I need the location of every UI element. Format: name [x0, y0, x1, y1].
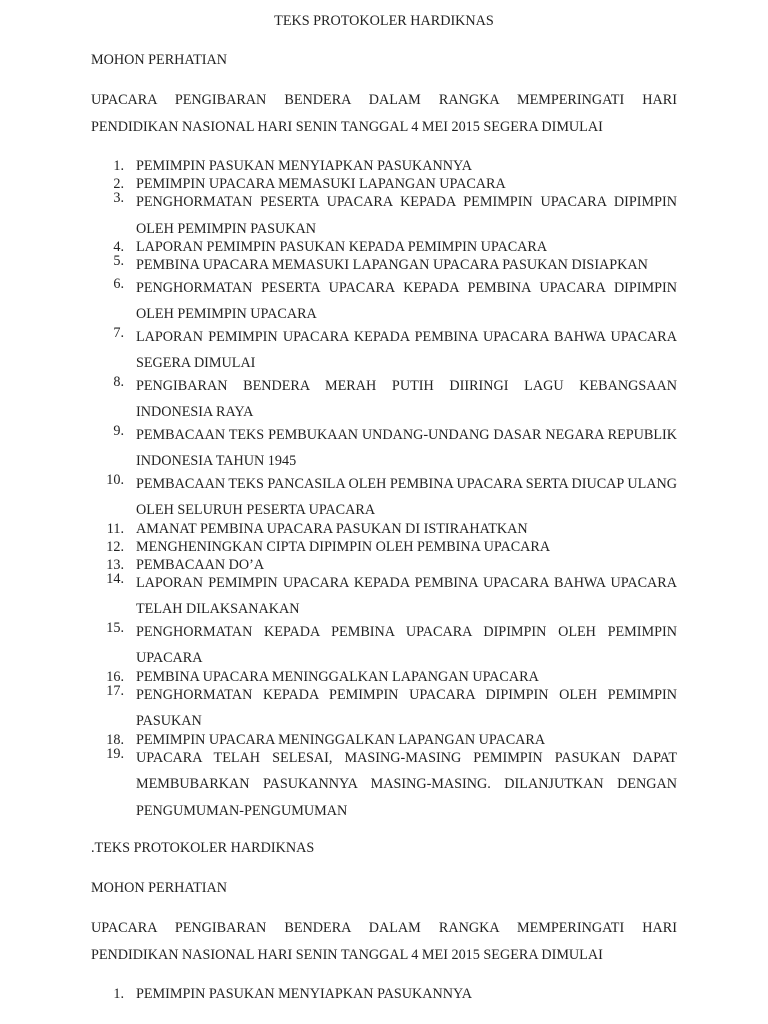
- list-item: 3. PENGHORMATAN PESERTA UPACARA KEPADA PEMIMPIN UPACARA DIPIMPIN OLEH PEMIMPIN PASUKAN: [113, 190, 677, 237]
- list-item: 13. PEMBACAAN DO’A: [106, 556, 265, 573]
- list-item: 16. PEMBINA UPACARA MENINGGALKAN LAPANGAN UPACARA: [106, 668, 539, 685]
- list-item: 1. PEMIMPIN PASUKAN MENYIAPKAN PASUKANNYA: [113, 986, 472, 1002]
- list-item: 9. PEMBACAAN TEKS PEMBUKAAN UNDANG-UNDANG DASAR NEGARA REPUBLIK INDONESIA TAHUN 1945: [113, 422, 677, 469]
- list-item: 11. AMANAT PEMBINA UPACARA PASUKAN DI ISTIRAHATKAN: [106, 520, 528, 537]
- list-item: 15. PENGHORMATAN KEPADA PEMBINA UPACARA DIPIMPIN OLEH PEMIMPIN UPACARA: [106, 619, 677, 666]
- attention-heading: MOHON PERHATIAN: [91, 52, 227, 68]
- list-item: 18. PEMIMPIN UPACARA MENINGGALKAN LAPANGAN UPACARA: [106, 731, 546, 748]
- list-item: 12. MENGHENINGKAN CIPTA DIPIMPIN OLEH PEMBINA UPACARA: [106, 538, 551, 555]
- intro-paragraph: UPACARA PENGIBARAN BENDERA DALAM RANGKA MEMPERINGATI HARI PENDIDIKAN NASIONAL HARI SENIN TANGGAL 4 MEI 2015 SEGERA DIMULAI: [91, 92, 677, 135]
- list-item: 8. PENGIBARAN BENDERA MERAH PUTIH DIIRINGI LAGU KEBANGSAAN INDONESIA RAYA: [113, 373, 677, 420]
- list-item: 10. PEMBACAAN TEKS PANCASILA OLEH PEMBINA UPACARA SERTA DIUCAP ULANG OLEH SELURUH PESERTA UPACARA: [106, 471, 677, 518]
- document-title: TEKS PROTOKOLER HARDIKNAS: [274, 13, 494, 29]
- list-item: 19. UPACARA TELAH SELESAI, MASING-MASING PEMIMPIN PASUKAN DAPAT MEMBUBARKAN PASUKANNYA MASING-MASING. DILANJUTKAN DENGAN PENGUMUMAN-PENGUMUMAN: [106, 745, 677, 819]
- list-item: 5. PEMBINA UPACARA MEMASUKI LAPANGAN UPACARA PASUKAN DISIAPKAN: [113, 253, 648, 273]
- list-item: 14. LAPORAN PEMIMPIN UPACARA KEPADA PEMBINA UPACARA BAHWA UPACARA TELAH DILAKSANAKAN: [106, 570, 677, 617]
- agenda-list-repeat: [91, 985, 677, 1003]
- attention-heading-repeat: MOHON PERHATIAN: [91, 880, 227, 896]
- agenda-list: [91, 157, 677, 820]
- list-item: 2. PEMIMPIN UPACARA MEMASUKI LAPANGAN UPACARA: [113, 176, 506, 192]
- list-item: 4. LAPORAN PEMIMPIN PASUKAN KEPADA PEMIMPIN UPACARA: [113, 239, 548, 255]
- intro-paragraph-repeat: UPACARA PENGIBARAN BENDERA DALAM RANGKA MEMPERINGATI HARI PENDIDIKAN NASIONAL HARI SENIN TANGGAL 4 MEI 2015 SEGERA DIMULAI: [91, 920, 677, 963]
- list-item: 1. PEMIMPIN PASUKAN MENYIAPKAN PASUKANNYA: [113, 158, 472, 174]
- list-item: 17. PENGHORMATAN KEPADA PEMIMPIN UPACARA DIPIMPIN OLEH PEMIMPIN PASUKAN: [106, 682, 677, 729]
- document-title-repeat: .TEKS PROTOKOLER HARDIKNAS: [91, 840, 315, 856]
- list-item: 6. PENGHORMATAN PESERTA UPACARA KEPADA PEMBINA UPACARA DIPIMPIN OLEH PEMIMPIN UPACARA: [113, 275, 677, 322]
- list-item: 7. LAPORAN PEMIMPIN UPACARA KEPADA PEMBINA UPACARA BAHWA UPACARA SEGERA DIMULAI: [113, 324, 677, 371]
